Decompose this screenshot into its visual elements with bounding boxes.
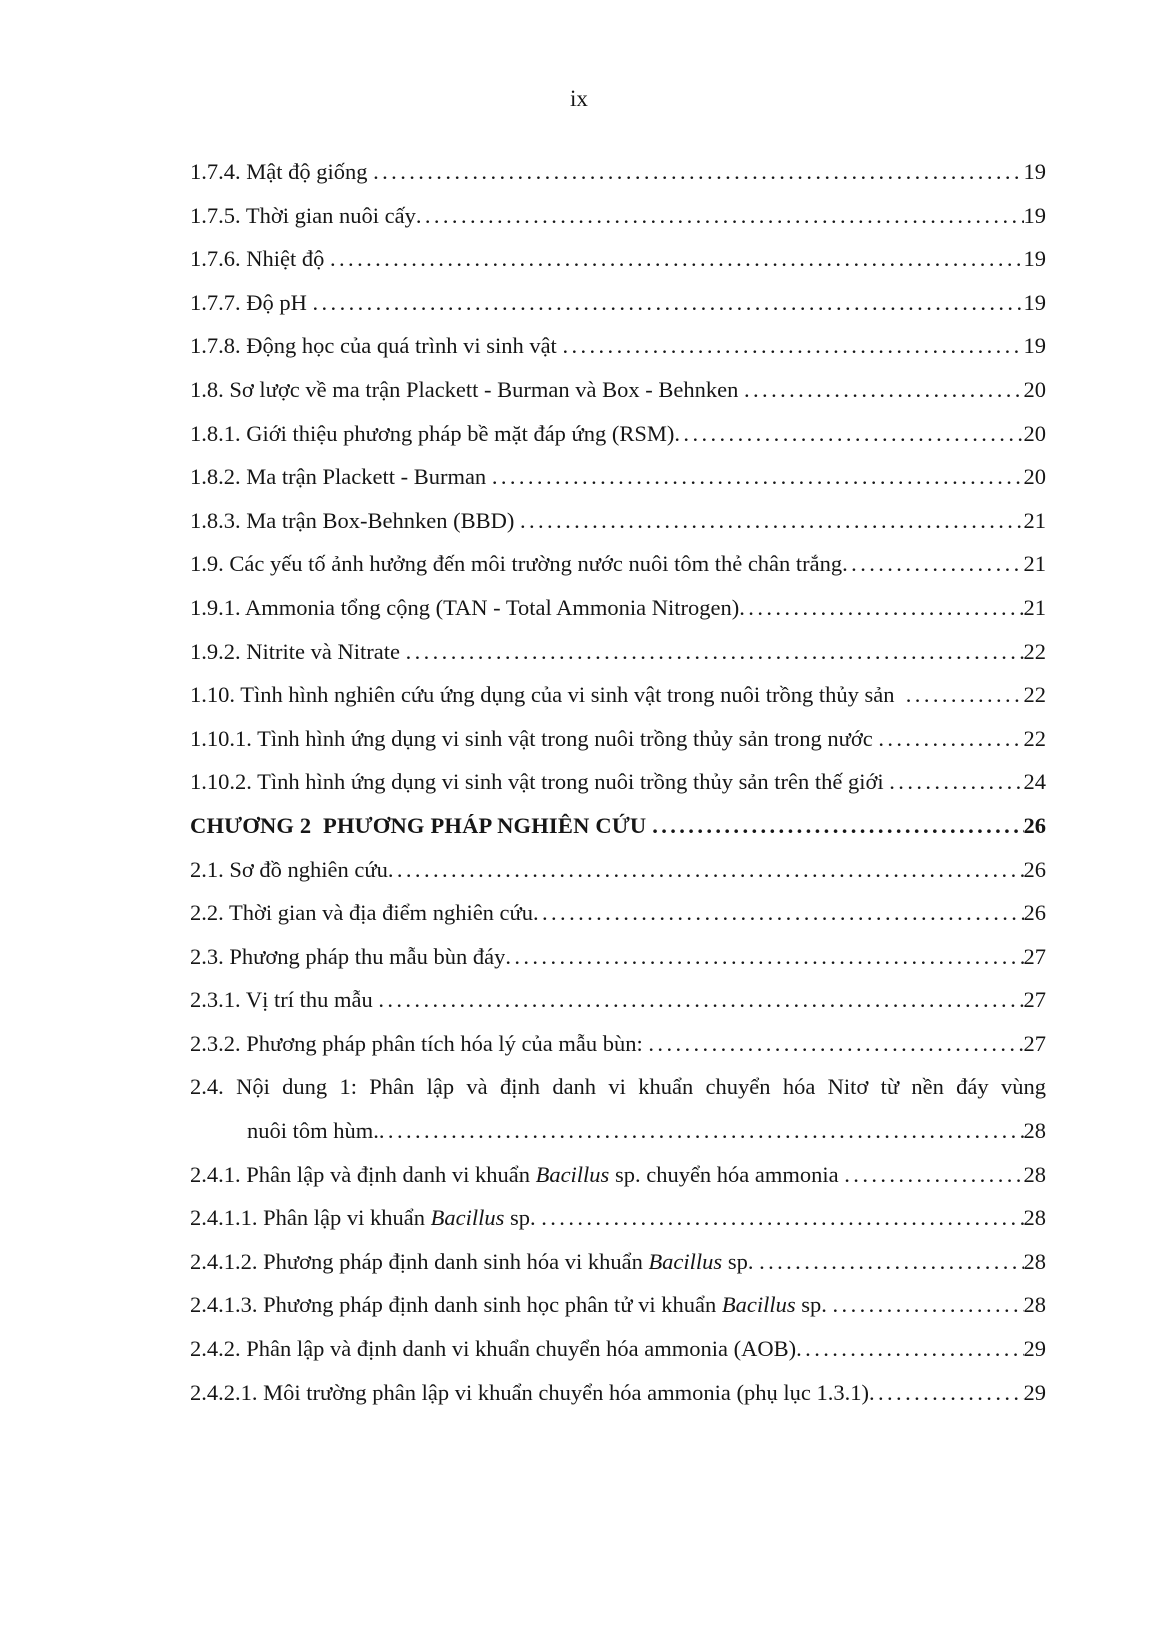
toc-entry-label bbox=[190, 673, 906, 717]
toc-entry bbox=[190, 630, 1046, 674]
toc-entry-label bbox=[190, 1022, 648, 1066]
toc-entry bbox=[190, 717, 1046, 761]
toc-page-number: 20 bbox=[1023, 420, 1046, 446]
toc-entry bbox=[190, 1371, 1046, 1415]
species-name-italic: Bacillus bbox=[430, 1205, 505, 1231]
dot-leader bbox=[373, 150, 1023, 194]
toc-entry bbox=[190, 542, 1046, 586]
toc-entry bbox=[190, 1153, 1046, 1197]
toc-entry bbox=[190, 281, 1046, 325]
toc-entry bbox=[190, 935, 1046, 979]
toc-label-text: 2.4.1.3. Phương pháp định danh sinh học phân tử vi khuẩn bbox=[190, 1292, 722, 1318]
toc-entry bbox=[190, 499, 1046, 543]
dot-leader bbox=[842, 542, 1023, 586]
dot-leader bbox=[844, 1153, 1023, 1197]
toc-label-text: 2.4.1.1. Phân lập vi khuẩn bbox=[190, 1205, 431, 1231]
toc-label-text: sp. bbox=[795, 1292, 833, 1318]
toc-entry bbox=[190, 1196, 1046, 1240]
toc-entry bbox=[190, 1240, 1046, 1284]
species-name-italic: Bacillus bbox=[721, 1292, 796, 1318]
toc-label-text: 1.8.2. Ma trận Plackett - Burman bbox=[190, 464, 492, 490]
toc-entry-label bbox=[190, 935, 505, 979]
dot-leader bbox=[739, 586, 1023, 630]
toc-entry-label bbox=[190, 1074, 1046, 1099]
toc-entry-label bbox=[190, 1283, 833, 1327]
toc-page-number: 22 bbox=[1023, 638, 1046, 664]
toc-label-text: 2.3.2. Phương pháp phân tích hóa lý của mẫu bùn: bbox=[190, 1030, 649, 1056]
dot-leader bbox=[492, 455, 1024, 499]
toc-page-number: 27 bbox=[1023, 1030, 1046, 1056]
toc-page-number: 19 bbox=[1023, 246, 1046, 272]
toc-page-number: 29 bbox=[1023, 1379, 1046, 1405]
toc-label-text: 1.9.1. Ammonia tổng cộng (TAN - Total Ammonia Nitrogen) bbox=[190, 594, 740, 620]
toc-page-number: 26 bbox=[1023, 900, 1046, 926]
toc-entry-label bbox=[190, 499, 520, 543]
toc-label-text: 1.8.1. Giới thiệu phương pháp bề mặt đáp ứng (RSM) bbox=[190, 420, 675, 446]
species-name-italic: Bacillus bbox=[535, 1161, 610, 1187]
toc-entry-label bbox=[190, 1327, 796, 1371]
dot-leader bbox=[379, 1109, 1024, 1153]
species-name-italic: Bacillus bbox=[648, 1248, 723, 1274]
dot-leader bbox=[674, 412, 1023, 456]
dot-leader bbox=[878, 717, 1023, 761]
toc-label-text: 1.7.4. Mật độ giống bbox=[190, 159, 374, 184]
toc-entry-label bbox=[190, 1196, 541, 1240]
dot-leader bbox=[869, 1371, 1024, 1415]
dot-leader bbox=[648, 1022, 1023, 1066]
dot-leader bbox=[906, 673, 1024, 717]
toc-label-text: 1.7.7. Độ pH bbox=[190, 289, 313, 315]
toc-entry-label bbox=[190, 324, 562, 368]
dot-leader bbox=[330, 237, 1024, 281]
toc-entry-label bbox=[190, 455, 492, 499]
toc-page-number: 20 bbox=[1023, 464, 1046, 490]
toc-entry bbox=[190, 1022, 1046, 1066]
toc-page-number: 22 bbox=[1023, 725, 1046, 751]
toc-entry bbox=[190, 412, 1046, 456]
toc-page-number: 29 bbox=[1023, 1336, 1046, 1362]
toc-page-number: 24 bbox=[1023, 769, 1046, 795]
toc-label-text: 1.7.6. Nhiệt độ bbox=[190, 246, 330, 272]
toc-page-number: 19 bbox=[1023, 202, 1046, 228]
toc-entry bbox=[190, 673, 1046, 717]
dot-leader bbox=[652, 804, 1023, 848]
toc-label-text: 1.7.5. Thời gian nuôi cấy bbox=[190, 202, 416, 228]
toc-entry-label bbox=[190, 150, 373, 194]
toc-entry-label bbox=[190, 412, 674, 456]
toc-label-text: nuôi tôm hùm. bbox=[247, 1118, 379, 1144]
toc-label-text: 1.10.1. Tình hình ứng dụng vi sinh vật trong nuôi trồng thủy sản trong nước bbox=[190, 725, 879, 751]
page-header-number: ix bbox=[570, 86, 588, 111]
table-of-contents bbox=[190, 150, 1046, 1414]
dot-leader bbox=[759, 1240, 1023, 1284]
toc-entry-label bbox=[190, 586, 739, 630]
toc-page-number: 28 bbox=[1023, 1205, 1046, 1231]
toc-entry-label bbox=[190, 281, 313, 325]
dot-leader bbox=[541, 1196, 1023, 1240]
toc-entry bbox=[190, 891, 1046, 935]
toc-label-text: 2.2. Thời gian và địa điểm nghiên cứu bbox=[190, 900, 533, 926]
toc-label-text: sp. chuyển hóa ammonia bbox=[609, 1161, 845, 1187]
dot-leader bbox=[889, 760, 1023, 804]
dot-leader bbox=[562, 324, 1023, 368]
toc-label-text: 1.8.3. Ma trận Box-Behnken (BBD) bbox=[190, 507, 520, 533]
toc-entry bbox=[190, 1283, 1046, 1327]
toc-entry bbox=[190, 237, 1046, 281]
dot-leader bbox=[406, 630, 1024, 674]
toc-entry-label bbox=[190, 891, 533, 935]
toc-label-text: 2.4.2.1. Môi trường phân lập vi khuẩn chuyển hóa ammonia (phụ lục 1.3.1) bbox=[190, 1379, 869, 1405]
toc-entry-label bbox=[190, 194, 416, 238]
toc-entry-label bbox=[190, 848, 388, 892]
toc-page-number: 19 bbox=[1023, 333, 1046, 359]
toc-page-number: 28 bbox=[1023, 1292, 1046, 1318]
dot-leader bbox=[388, 848, 1024, 892]
toc-label-text: 2.4.1. Phân lập và định danh vi khuẩn bbox=[190, 1161, 536, 1187]
toc-page-number: 21 bbox=[1023, 551, 1046, 577]
dot-leader bbox=[416, 194, 1024, 238]
toc-entry bbox=[190, 978, 1046, 1022]
toc-page-number: 27 bbox=[1023, 943, 1046, 969]
toc-entry-label bbox=[190, 1371, 869, 1415]
toc-label-text: 2.4. Nội dung 1: Phân lập và định danh vi khuẩn chuyển hóa Nitơ từ nền đáy vùng bbox=[190, 1074, 1046, 1100]
toc-entry-label bbox=[190, 630, 406, 674]
toc-label-text: 1.10.2. Tình hình ứng dụng vi sinh vật trong nuôi trồng thủy sản trên thế giới bbox=[190, 769, 890, 795]
toc-label-text: 1.9.2. Nitrite và Nitrate bbox=[190, 638, 406, 664]
toc-label-text: 2.4.2. Phân lập và định danh vi khuẩn chuyển hóa ammonia (AOB) bbox=[190, 1336, 797, 1362]
toc-page-number: 21 bbox=[1023, 594, 1046, 620]
toc-entry bbox=[190, 1327, 1046, 1371]
toc-entry-label bbox=[190, 804, 652, 848]
toc-label-text: sp. bbox=[722, 1248, 760, 1274]
toc-page-number: 21 bbox=[1023, 507, 1046, 533]
toc-entry bbox=[190, 194, 1046, 238]
dot-leader bbox=[520, 499, 1024, 543]
toc-entry-chapter bbox=[190, 804, 1046, 848]
toc-entry bbox=[190, 760, 1046, 804]
toc-entry bbox=[190, 455, 1046, 499]
toc-page-number: 19 bbox=[1023, 289, 1046, 315]
toc-entry-label bbox=[190, 237, 330, 281]
toc-entry-label bbox=[190, 978, 378, 1022]
toc-entry-label bbox=[190, 1153, 844, 1197]
toc-label-text: CHƯƠNG 2 PHƯƠNG PHÁP NGHIÊN CỨU bbox=[190, 812, 653, 838]
toc-page-number: 19 bbox=[1023, 159, 1046, 184]
toc-label-text: 2.4.1.2. Phương pháp định danh sinh hóa vi khuẩn bbox=[190, 1248, 649, 1274]
toc-label-text: sp. bbox=[504, 1205, 542, 1231]
toc-page-number: 27 bbox=[1023, 987, 1046, 1013]
toc-entry-label bbox=[190, 368, 744, 412]
toc-page-number: 26 bbox=[1023, 856, 1046, 882]
toc-page-number: 22 bbox=[1023, 682, 1046, 708]
toc-page-number: 28 bbox=[1023, 1118, 1046, 1144]
dot-leader bbox=[505, 935, 1023, 979]
toc-entry-label bbox=[190, 760, 889, 804]
toc-entry bbox=[190, 1109, 1046, 1153]
toc-entry-label bbox=[190, 1240, 759, 1284]
toc-label-text: 2.3. Phương pháp thu mẫu bùn đáy bbox=[190, 943, 506, 969]
toc-entry bbox=[190, 586, 1046, 630]
toc-entry-label bbox=[190, 717, 878, 761]
toc-page-number: 28 bbox=[1023, 1161, 1046, 1187]
dot-leader bbox=[744, 368, 1024, 412]
dot-leader bbox=[533, 891, 1024, 935]
toc-page-number: 26 bbox=[1023, 812, 1046, 838]
toc-label-text: 1.10. Tình hình nghiên cứu ứng dụng của vi sinh vật trong nuôi trồng thủy sản bbox=[190, 682, 906, 708]
toc-entry bbox=[190, 848, 1046, 892]
toc-entry bbox=[190, 150, 1046, 194]
toc-label-text: 2.1. Sơ đồ nghiên cứu bbox=[190, 856, 388, 882]
toc-label-text: 1.8. Sơ lược về ma trận Plackett - Burman và Box - Behnken bbox=[190, 376, 744, 402]
toc-entry-label bbox=[247, 1109, 379, 1153]
toc-entry bbox=[190, 1065, 1046, 1109]
toc-entry bbox=[190, 324, 1046, 368]
toc-entry bbox=[190, 368, 1046, 412]
toc-label-text: 1.9. Các yếu tố ảnh hưởng đến môi trường nước nuôi tôm thẻ chân trắng bbox=[190, 551, 843, 577]
dot-leader bbox=[313, 281, 1024, 325]
toc-page-number: 20 bbox=[1023, 376, 1046, 402]
toc-label-text: 1.7.8. Động học của quá trình vi sinh vật bbox=[190, 333, 563, 359]
toc-label-text: 2.3.1. Vị trí thu mẫu bbox=[190, 987, 379, 1013]
dot-leader bbox=[378, 978, 1023, 1022]
toc-page-number: 28 bbox=[1023, 1248, 1046, 1274]
dot-leader bbox=[796, 1327, 1023, 1371]
toc-entry-label bbox=[190, 542, 842, 586]
dot-leader bbox=[833, 1283, 1024, 1327]
